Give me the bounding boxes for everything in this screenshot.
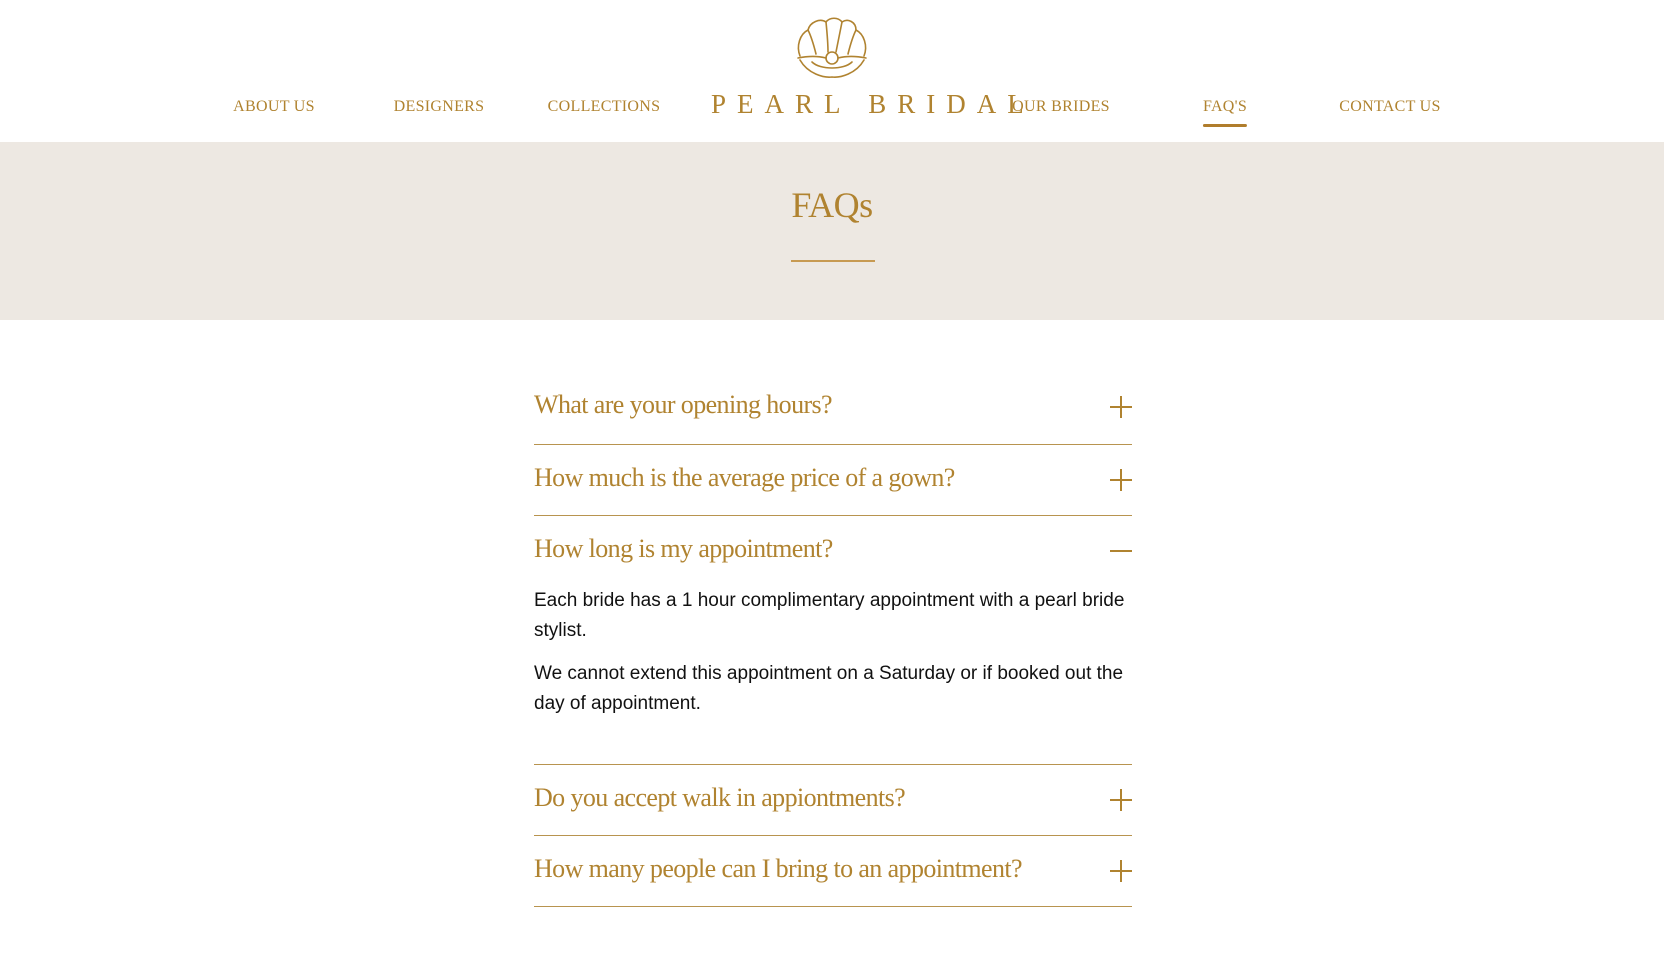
faq-item-expanded <box>534 516 1132 765</box>
plus-icon[interactable] <box>1110 469 1132 491</box>
title-divider <box>791 260 875 262</box>
plus-icon[interactable] <box>1110 860 1132 882</box>
nav-collections[interactable]: COLLECTIONS <box>547 98 661 115</box>
faq-answer-paragraph: Each bride has a 1 hour complimentary appointment with a pearl bride stylist. <box>534 590 1125 641</box>
plus-icon[interactable] <box>1110 789 1132 811</box>
faq-question: What are your opening hours? <box>534 390 832 419</box>
plus-icon[interactable] <box>1110 396 1132 418</box>
page-banner <box>0 142 1664 320</box>
shell-pearl-icon <box>794 16 870 78</box>
nav-about-us[interactable]: ABOUT US <box>233 98 315 115</box>
brand-name: PEARL BRIDAL <box>711 89 1035 119</box>
nav-designers[interactable]: DESIGNERS <box>393 98 485 115</box>
faq-answer-paragraph: We cannot extend this appointment on a Saturday or if booked out the day of appointment. <box>534 663 1124 714</box>
faq-item <box>534 445 1132 516</box>
faq-item <box>534 765 1132 836</box>
nav-our-brides[interactable]: OUR BRIDES <box>1012 98 1110 115</box>
site-header <box>0 0 1664 142</box>
faq-question-header[interactable] <box>534 836 1132 906</box>
faq-question-header[interactable] <box>534 765 1132 835</box>
faq-item <box>534 372 1132 445</box>
faq-accordion <box>534 372 1132 907</box>
nav-contact-us[interactable]: CONTACT US <box>1339 98 1441 115</box>
nav-faqs[interactable]: FAQ'S <box>1203 98 1247 122</box>
faq-answer <box>534 586 1132 764</box>
page-title: FAQs <box>791 185 873 225</box>
brand-logo[interactable] <box>700 14 1035 124</box>
faq-question: Do you accept walk in appiontments? <box>534 783 906 812</box>
faq-question-header[interactable] <box>534 445 1132 515</box>
minus-icon[interactable] <box>1110 540 1132 562</box>
faq-question: How long is my appointment? <box>534 534 833 563</box>
faq-question-header[interactable] <box>534 516 1132 586</box>
faq-item <box>534 836 1132 907</box>
faq-question: How much is the average price of a gown? <box>534 463 955 492</box>
faq-question-header[interactable] <box>534 372 1132 444</box>
faq-question: How many people can I bring to an appointment? <box>534 854 1022 883</box>
